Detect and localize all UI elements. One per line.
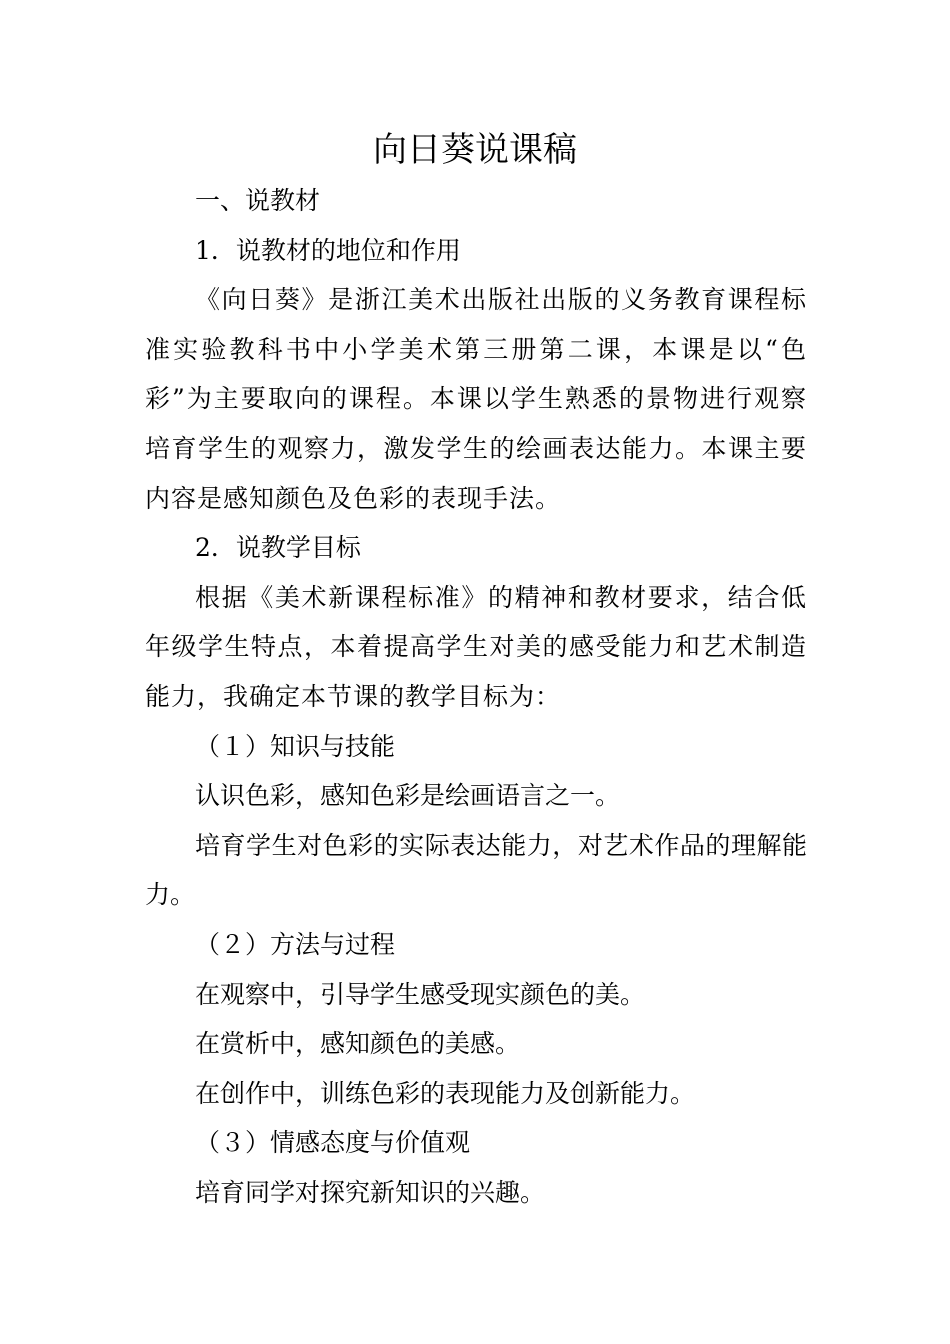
document-title: 向日葵说课稿: [373, 130, 577, 170]
paragraph-appreciation: 在赏析中，感知颜色的美感。: [195, 1029, 521, 1059]
paragraph-creation: 在创作中，训练色彩的表现能力及创新能力。: [195, 1078, 696, 1108]
goal-method-process: （２）方法与过程: [195, 929, 396, 959]
paragraph-recognize-color: 认识色彩，感知色彩是绘画语言之一。: [195, 781, 621, 811]
heading-teaching-material: 一、说教材: [195, 186, 321, 215]
paragraph-goals-intro: 根据《美术新课程标准》的精神和教材要求，结合低年级学生特点，本着提高学生对美的感受能力和艺术制造能力，我确定本节课的教学目标为：: [145, 582, 807, 711]
paragraph-interest: 培育同学对探究新知识的兴趣。: [195, 1177, 546, 1207]
subheading-teaching-goals: 2．说教学目标: [195, 533, 361, 563]
subheading-status-role: 1．说教材的地位和作用: [195, 235, 461, 265]
paragraph-cultivate-expression: 培育学生对色彩的实际表达能力，对艺术作品的理解能力。: [145, 830, 807, 910]
paragraph-observation: 在观察中，引导学生感受现实颜色的美。: [195, 979, 646, 1009]
goal-knowledge-skills: （１）知识与技能: [195, 731, 396, 761]
goal-emotion-values: （３）情感态度与价值观: [195, 1128, 471, 1158]
paragraph-material-intro: 《向日葵》是浙江美术出版社出版的义务教育课程标准实验教科书中小学美术第三册第二课，本课是以“色彩”为主要取向的课程。本课以学生熟悉的景物进行观察培育学生的观察力，激发学生的绘画表达能力。本课主要内容是感知颜色及色彩的表现手法。: [145, 285, 807, 513]
document-body: [145, 176, 807, 1217]
